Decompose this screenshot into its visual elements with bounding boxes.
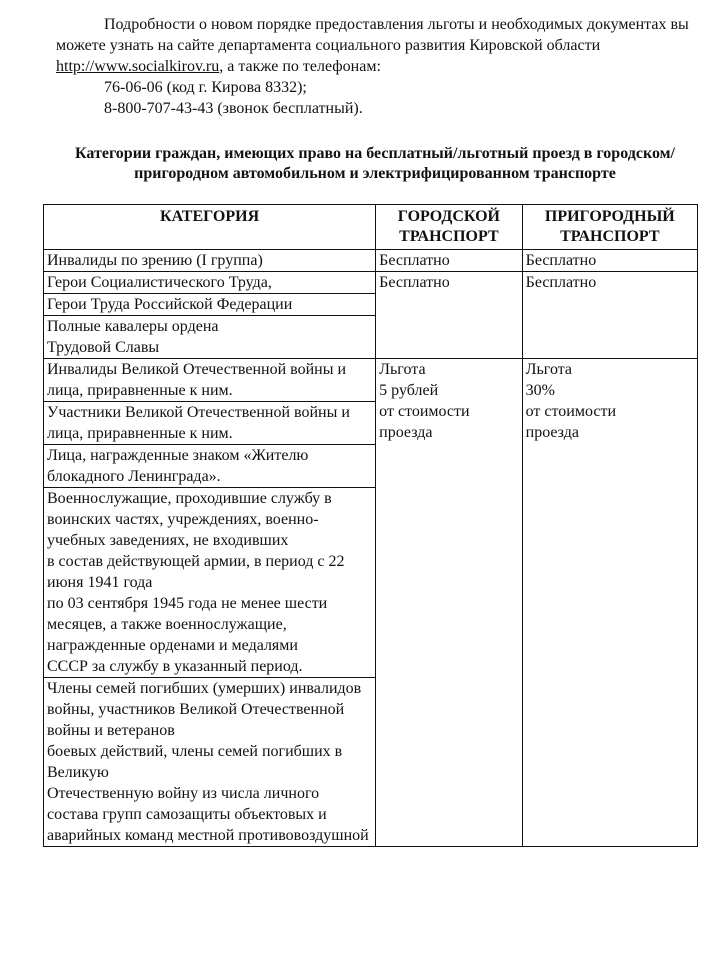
city-cell: Бесплатно	[376, 272, 522, 359]
category-cell: Герои Социалистического Труда,	[44, 272, 376, 294]
intro-text: Подробности о новом порядке предоставления льготы и необходимых документах вы можете узнать на сайте департамента социального развития Кировской области	[56, 16, 689, 54]
table-row	[44, 250, 698, 272]
header-city: ГОРОДСКОЙ ТРАНСПОРТ	[376, 205, 522, 250]
city-cell: Льгота 5 рублей от стоимости проезда	[376, 359, 522, 847]
phone-2: 8-800-707-43-43 (звонок бесплатный).	[104, 100, 363, 117]
suburban-cell: Бесплатно	[522, 250, 697, 272]
website-link[interactable]: http://www.socialkirov.ru	[56, 58, 220, 75]
intro-block	[56, 14, 696, 119]
category-cell: Участники Великой Отечественной войны и лица, приравненные к ним.	[44, 402, 376, 445]
header-suburban: ПРИГОРОДНЫЙ ТРАНСПОРТ	[522, 205, 697, 250]
suburban-cell: Льгота 30% от стоимости проезда	[522, 359, 697, 847]
category-cell: Лица, награжденные знаком «Жителю блокадного Ленинграда».	[44, 445, 376, 488]
category-cell: Полные кавалеры ордена Трудовой Славы	[44, 316, 376, 359]
intro-paragraph	[56, 14, 696, 77]
category-cell: Военнослужащие, проходившие службу в воинских частях, учреждениях, военно-учебных заведениях, не входивших в состав действующей армии, в период с 22 июня 1941 года по 03 сентября 1945 года не менее шести месяцев, а также военнослужащие, награжденные орденами и медалями СССР за службу в указанный период.	[44, 488, 376, 678]
table-header-row	[44, 205, 698, 250]
intro-text-end: , а также по телефонам:	[219, 58, 381, 75]
category-cell: Инвалиды Великой Отечественной войны и лица, приравненные к ним.	[44, 359, 376, 402]
benefits-table	[43, 204, 698, 847]
category-cell: Герои Труда Российской Федерации	[44, 294, 376, 316]
phone-1: 76-06-06 (код г. Кирова 8332);	[104, 79, 307, 96]
suburban-cell: Бесплатно	[522, 272, 697, 359]
category-cell: Члены семей погибших (умерших) инвалидов войны, участников Великой Отечественной войны и ветеранов боевых действий, члены семей погибших в Великую Отечественную войну из числа личного состава групп самозащиты объектовых и аварийных команд местной противовоздушной	[44, 678, 376, 847]
table-row	[44, 359, 698, 402]
city-cell: Бесплатно	[376, 250, 522, 272]
table-row	[44, 272, 698, 294]
header-category: КАТЕГОРИЯ	[44, 205, 376, 250]
table-title: Категории граждан, имеющих право на бесплатный/льготный проезд в городском/пригородном автомобильном и электрифицированном транспорте	[75, 145, 675, 182]
category-cell: Инвалиды по зрению (I группа)	[44, 250, 376, 272]
